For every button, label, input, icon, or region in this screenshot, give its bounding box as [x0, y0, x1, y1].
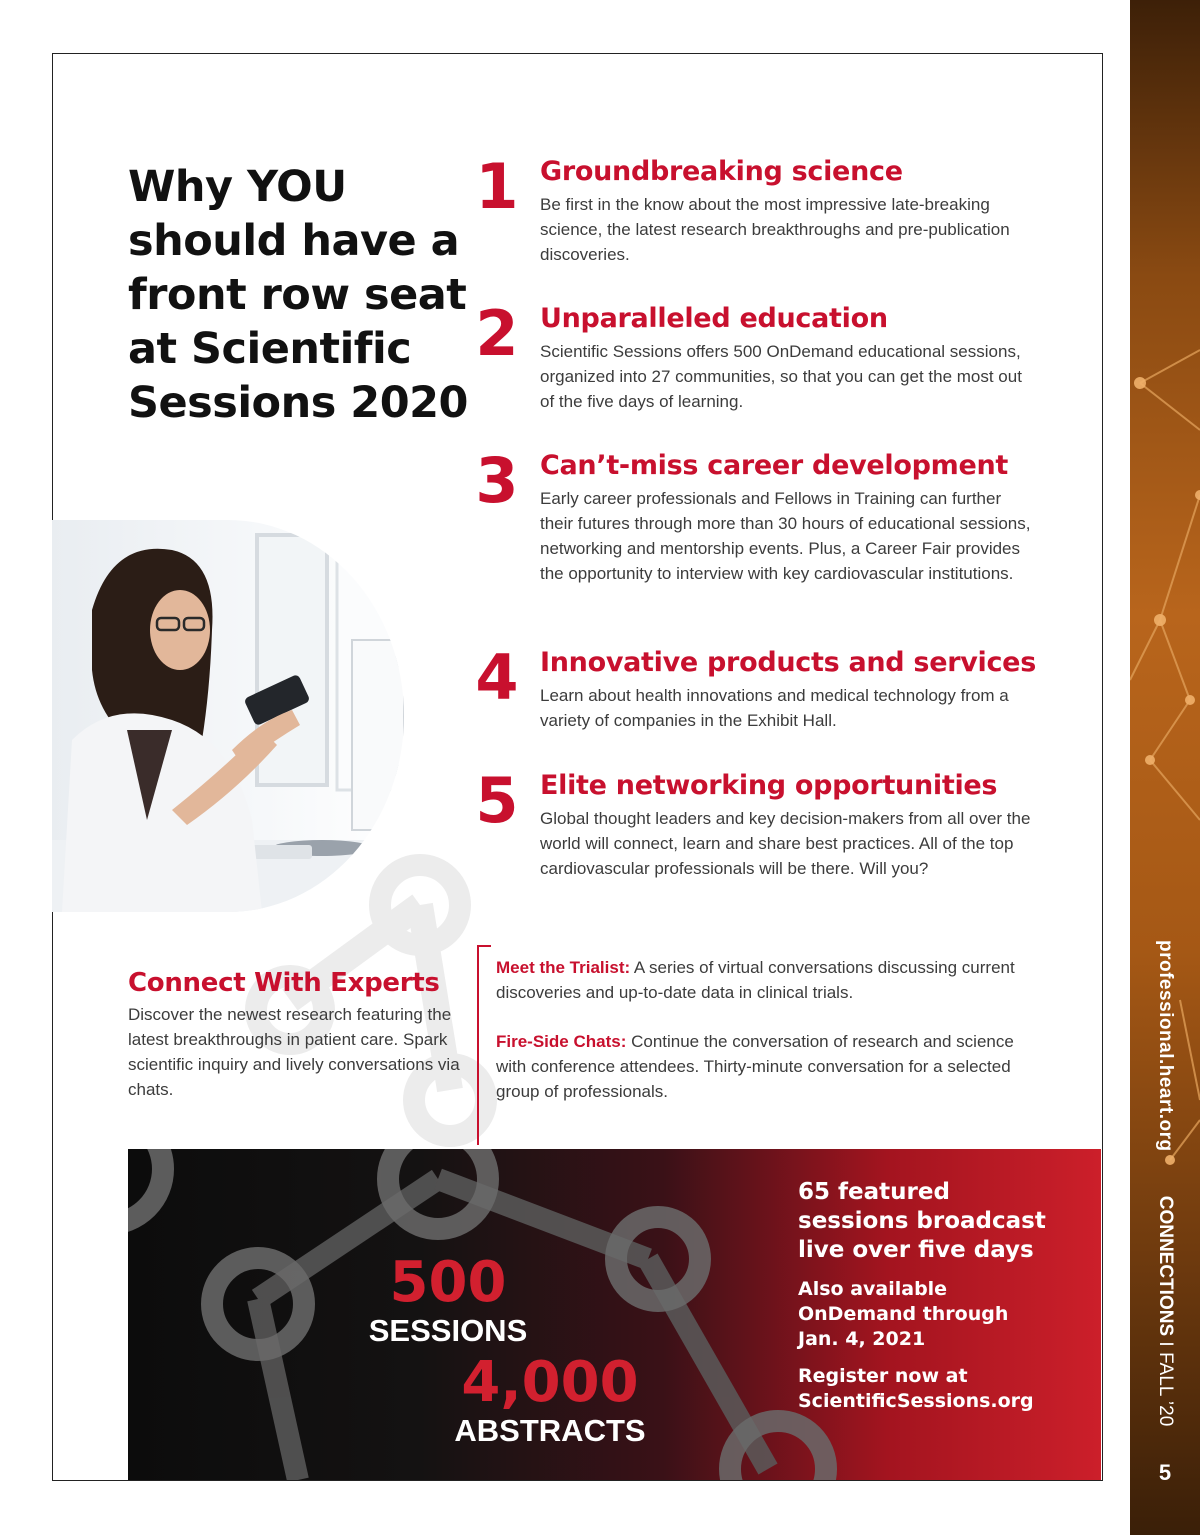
- item-text: Be first in the know about the most impressive late-breaking science, the latest research breakthroughs and pre-publication discoveries.: [540, 195, 1010, 264]
- doctor-photo: [52, 520, 404, 912]
- item-title: Groundbreaking science: [540, 156, 903, 187]
- item-title: Innovative products and services: [540, 647, 1036, 678]
- item-number: 4: [475, 641, 519, 714]
- item-text: Global thought leaders and key decision-makers from all over the world will connect, learn and share best practices. All of the top cardiovascular professionals will be there. Will you?: [540, 809, 1031, 878]
- stat-number: 4,000: [461, 1350, 639, 1415]
- photo-illustration: [52, 520, 404, 912]
- issue-label: FALL ’20: [1155, 1351, 1176, 1427]
- stat-abstracts: [450, 1350, 650, 1448]
- format-text: Continue the conversation of research and science with conference attendees. Thirty-minute conversation for a selected group of professionals.: [496, 1032, 1014, 1101]
- register-link[interactable]: Register now at ScientificSessions.org: [798, 1365, 1034, 1412]
- item-number: 3: [475, 444, 519, 517]
- stat-label: SESSIONS: [368, 1313, 528, 1348]
- connect-title: Connect With Experts: [128, 968, 440, 998]
- connect-text: Discover the newest research featuring the latest breakthroughs in patient care. Spark scientific inquiry and lively conversations via chats.: [128, 1005, 460, 1099]
- item-number: 5: [475, 764, 519, 837]
- format-label: Meet the Trialist:: [496, 958, 631, 977]
- stat-sessions: [368, 1250, 528, 1348]
- issue-separator: I: [1155, 1336, 1176, 1352]
- item-text: Scientific Sessions offers 500 OnDemand educational sessions, organized into 27 communities, so that you can get the most out of the five days of learning.: [540, 342, 1022, 411]
- item-text: Learn about health innovations and medical technology from a variety of companies in the Exhibit Hall.: [540, 686, 1009, 730]
- item-number: 1: [475, 150, 519, 223]
- page-number: 5: [1158, 1460, 1172, 1485]
- item-title: Can’t-miss career development: [540, 450, 1008, 481]
- website-url: professional.heart.org: [1155, 940, 1176, 1152]
- item-number: 2: [475, 297, 519, 370]
- item-text: Early career professionals and Fellows in Training can further their futures through more than 30 hours of educational sessions, networking and mentorship events. Plus, a Career Fair provides the opportunity to interview with key cardiovascular institutions.: [540, 489, 1031, 583]
- format-meet-the-trialist: [496, 955, 1036, 1005]
- session-formats: [496, 955, 1036, 1128]
- item-title: Unparalleled education: [540, 303, 888, 334]
- stat-number: 500: [389, 1250, 507, 1315]
- featured-sessions-text: 65 featured sessions broadcast live over five days: [798, 1179, 1046, 1263]
- format-fire-side-chats: [496, 1029, 1036, 1104]
- banner-info: [798, 1178, 1098, 1414]
- format-label: Fire-Side Chats:: [496, 1032, 627, 1051]
- item-title: Elite networking opportunities: [540, 770, 998, 801]
- magazine-name: CONNECTIONS: [1155, 1195, 1176, 1337]
- page-headline: Why YOU should have a front row seat at Scientific Sessions 2020: [128, 162, 468, 428]
- stat-label: ABSTRACTS: [454, 1413, 646, 1448]
- magazine-issue: [1154, 1191, 1176, 1431]
- ondemand-text: Also available OnDemand through Jan. 4, 2021: [798, 1278, 1009, 1350]
- bracket-rule: [477, 945, 491, 1145]
- format-text: A series of virtual conversations discussing current discoveries and up-to-date data in clinical trials.: [496, 958, 1015, 1002]
